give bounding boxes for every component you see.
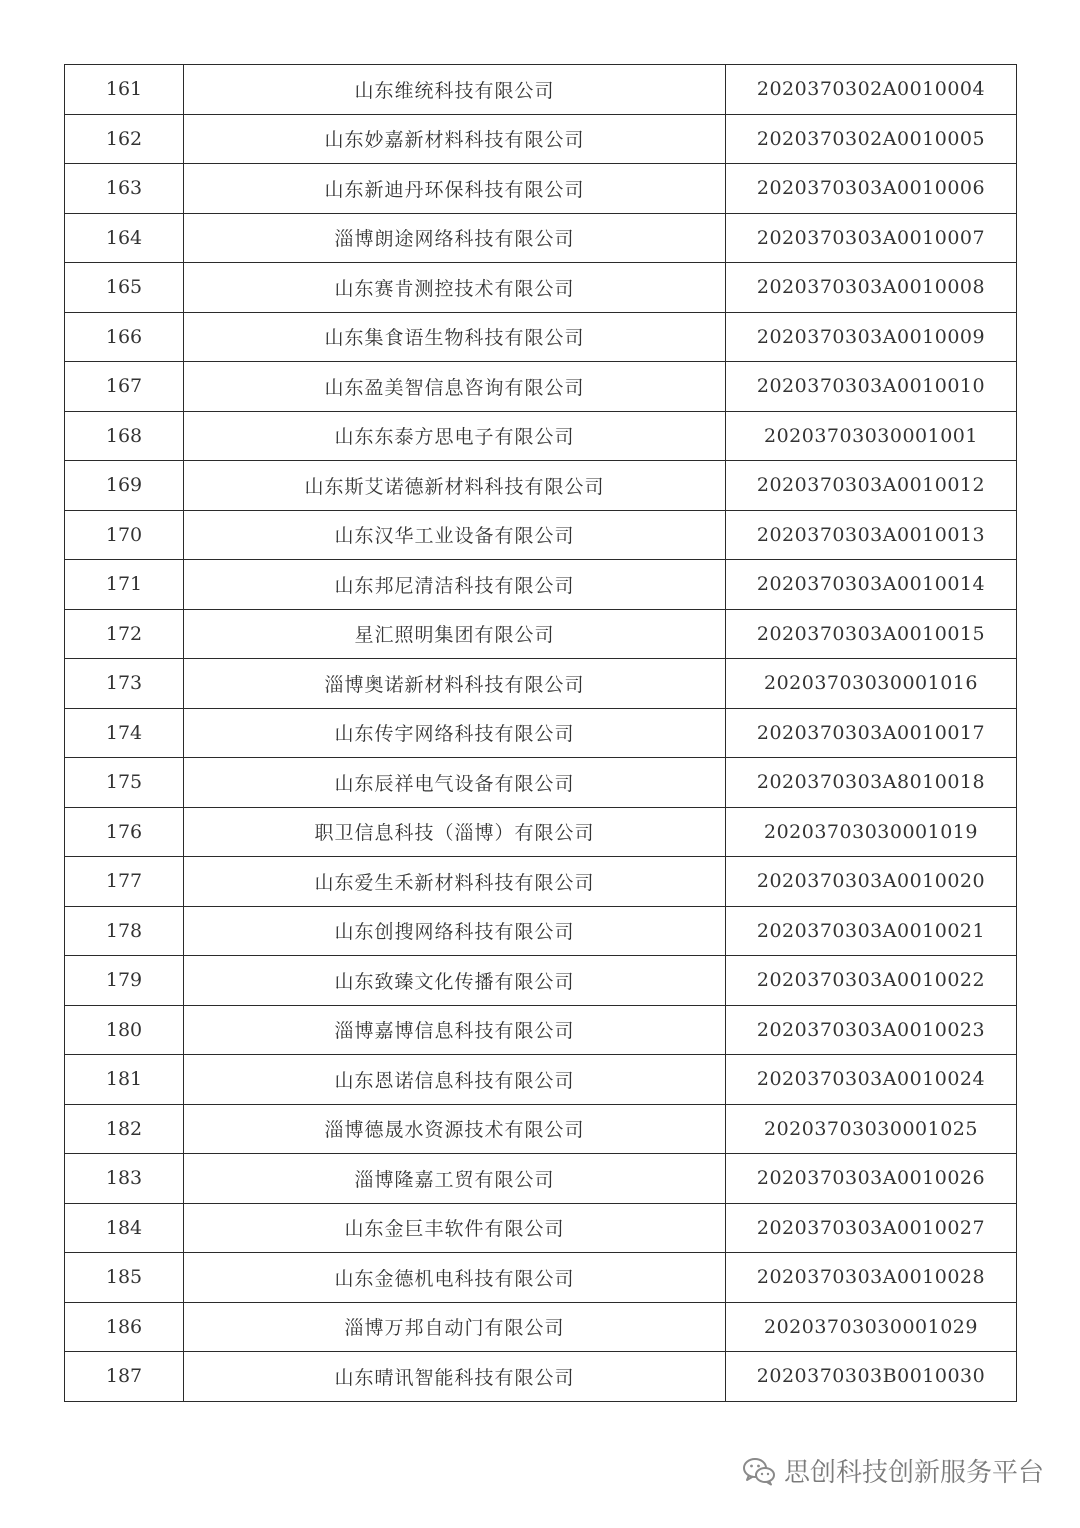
company-name: 淄博奥诺新材料科技有限公司 <box>184 659 726 709</box>
company-name: 山东致臻文化传播有限公司 <box>184 956 726 1006</box>
company-name: 淄博朗途网络科技有限公司 <box>184 213 726 263</box>
registration-code: 20203703030001019 <box>726 807 1017 857</box>
row-number: 164 <box>65 213 184 263</box>
table-row <box>65 164 1017 214</box>
row-number: 183 <box>65 1154 184 1204</box>
registration-code: 2020370302A0010005 <box>726 114 1017 164</box>
company-name: 山东邦尼清洁科技有限公司 <box>184 560 726 610</box>
table-row <box>65 1203 1017 1253</box>
row-number: 171 <box>65 560 184 610</box>
row-number: 184 <box>65 1203 184 1253</box>
company-name: 山东妙嘉新材料科技有限公司 <box>184 114 726 164</box>
row-number: 170 <box>65 510 184 560</box>
registration-code: 2020370303A0010014 <box>726 560 1017 610</box>
registration-code: 2020370303A0010027 <box>726 1203 1017 1253</box>
row-number: 172 <box>65 609 184 659</box>
company-name: 淄博嘉博信息科技有限公司 <box>184 1005 726 1055</box>
row-number: 175 <box>65 758 184 808</box>
registration-code: 2020370303A0010012 <box>726 461 1017 511</box>
row-number: 182 <box>65 1104 184 1154</box>
company-name: 山东金德机电科技有限公司 <box>184 1253 726 1303</box>
registration-code: 2020370303A0010026 <box>726 1154 1017 1204</box>
company-name: 山东东泰方思电子有限公司 <box>184 411 726 461</box>
company-name: 山东爱生禾新材料科技有限公司 <box>184 857 726 907</box>
company-name: 山东创搜网络科技有限公司 <box>184 906 726 956</box>
table-row <box>65 906 1017 956</box>
company-name: 职卫信息科技（淄博）有限公司 <box>184 807 726 857</box>
table-row <box>65 1154 1017 1204</box>
table-row <box>65 213 1017 263</box>
company-name: 淄博隆嘉工贸有限公司 <box>184 1154 726 1204</box>
table-row <box>65 1253 1017 1303</box>
table-row <box>65 1055 1017 1105</box>
wechat-icon <box>742 1456 776 1486</box>
row-number: 162 <box>65 114 184 164</box>
company-name: 山东赛肯测控技术有限公司 <box>184 263 726 313</box>
company-name: 山东辰祥电气设备有限公司 <box>184 758 726 808</box>
registration-code: 20203703030001029 <box>726 1302 1017 1352</box>
registration-code: 20203703030001001 <box>726 411 1017 461</box>
company-name: 山东晴讯智能科技有限公司 <box>184 1352 726 1402</box>
table-row <box>65 1352 1017 1402</box>
table-row <box>65 461 1017 511</box>
company-registry-table <box>64 64 1017 1402</box>
table-row <box>65 362 1017 412</box>
registration-code: 2020370303A0010028 <box>726 1253 1017 1303</box>
registration-code: 2020370303B0010030 <box>726 1352 1017 1402</box>
row-number: 169 <box>65 461 184 511</box>
row-number: 187 <box>65 1352 184 1402</box>
registration-code: 2020370303A0010008 <box>726 263 1017 313</box>
table-row <box>65 807 1017 857</box>
company-name: 山东传宇网络科技有限公司 <box>184 708 726 758</box>
registration-code: 2020370303A0010020 <box>726 857 1017 907</box>
registration-code: 2020370302A0010004 <box>726 65 1017 115</box>
table-row <box>65 1005 1017 1055</box>
registration-code: 2020370303A0010021 <box>726 906 1017 956</box>
table-row <box>65 758 1017 808</box>
table-body <box>65 65 1017 1402</box>
company-name: 山东集食语生物科技有限公司 <box>184 312 726 362</box>
table-row <box>65 1104 1017 1154</box>
company-name: 山东金巨丰软件有限公司 <box>184 1203 726 1253</box>
table-row <box>65 114 1017 164</box>
row-number: 163 <box>65 164 184 214</box>
registration-code: 2020370303A8010018 <box>726 758 1017 808</box>
company-name: 山东盈美智信息咨询有限公司 <box>184 362 726 412</box>
registration-code: 2020370303A0010007 <box>726 213 1017 263</box>
row-number: 165 <box>65 263 184 313</box>
registration-code: 2020370303A0010009 <box>726 312 1017 362</box>
watermark <box>742 1452 1044 1489</box>
row-number: 179 <box>65 956 184 1006</box>
row-number: 180 <box>65 1005 184 1055</box>
table-row <box>65 312 1017 362</box>
row-number: 173 <box>65 659 184 709</box>
company-name: 山东维统科技有限公司 <box>184 65 726 115</box>
company-name: 山东斯艾诺德新材料科技有限公司 <box>184 461 726 511</box>
registration-code: 2020370303A0010024 <box>726 1055 1017 1105</box>
row-number: 174 <box>65 708 184 758</box>
row-number: 181 <box>65 1055 184 1105</box>
company-name: 星汇照明集团有限公司 <box>184 609 726 659</box>
company-name: 淄博德晟水资源技术有限公司 <box>184 1104 726 1154</box>
table-row <box>65 560 1017 610</box>
row-number: 167 <box>65 362 184 412</box>
table-row <box>65 1302 1017 1352</box>
table-row <box>65 65 1017 115</box>
row-number: 186 <box>65 1302 184 1352</box>
table-row <box>65 956 1017 1006</box>
registration-code: 2020370303A0010006 <box>726 164 1017 214</box>
row-number: 176 <box>65 807 184 857</box>
table-row <box>65 708 1017 758</box>
row-number: 185 <box>65 1253 184 1303</box>
company-name: 山东汉华工业设备有限公司 <box>184 510 726 560</box>
row-number: 161 <box>65 65 184 115</box>
table-row <box>65 609 1017 659</box>
registration-code: 20203703030001025 <box>726 1104 1017 1154</box>
table-row <box>65 510 1017 560</box>
table-row <box>65 659 1017 709</box>
company-name: 山东新迪丹环保科技有限公司 <box>184 164 726 214</box>
table-row <box>65 411 1017 461</box>
row-number: 168 <box>65 411 184 461</box>
registration-code: 2020370303A0010023 <box>726 1005 1017 1055</box>
registration-code: 20203703030001016 <box>726 659 1017 709</box>
company-name: 山东恩诺信息科技有限公司 <box>184 1055 726 1105</box>
watermark-text: 思创科技创新服务平台 <box>783 1458 1044 1488</box>
row-number: 177 <box>65 857 184 907</box>
registration-code: 2020370303A0010010 <box>726 362 1017 412</box>
registration-code: 2020370303A0010013 <box>726 510 1017 560</box>
table-row <box>65 263 1017 313</box>
registration-code: 2020370303A0010015 <box>726 609 1017 659</box>
row-number: 178 <box>65 906 184 956</box>
company-name: 淄博万邦自动门有限公司 <box>184 1302 726 1352</box>
registration-code: 2020370303A0010017 <box>726 708 1017 758</box>
registration-code: 2020370303A0010022 <box>726 956 1017 1006</box>
row-number: 166 <box>65 312 184 362</box>
table-row <box>65 857 1017 907</box>
